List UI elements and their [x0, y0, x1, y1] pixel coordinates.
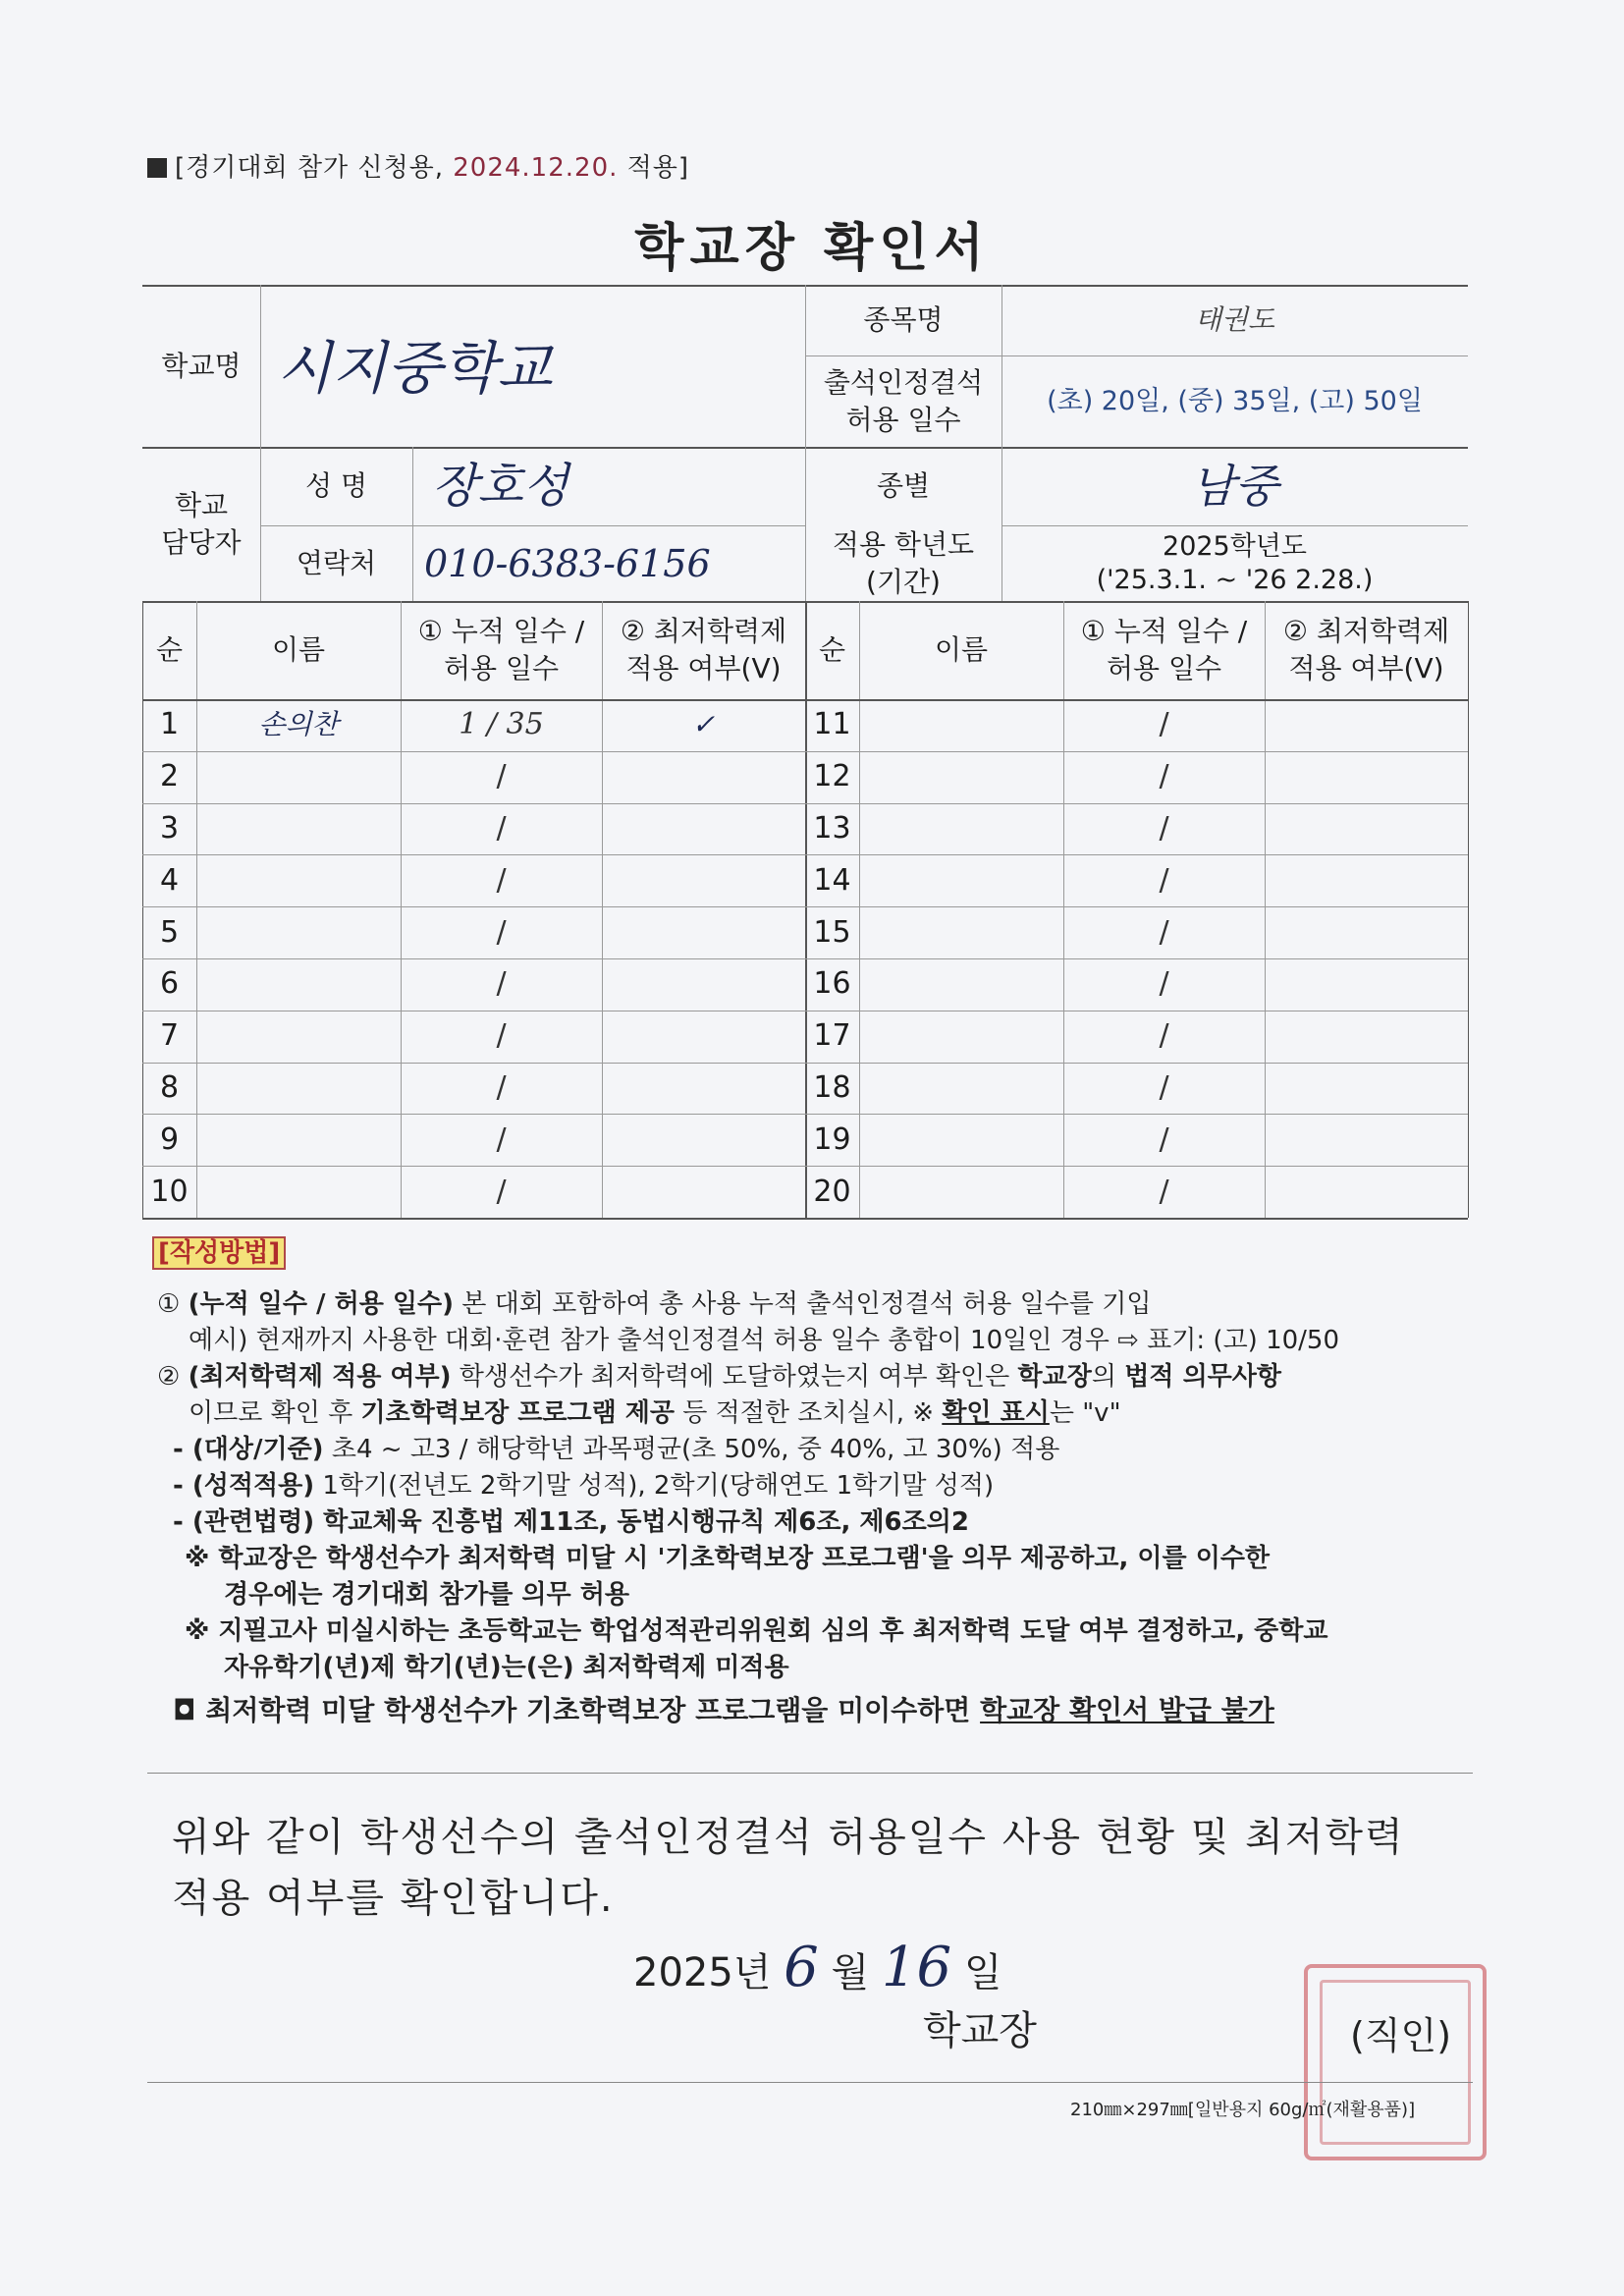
sign-date: 2025년 6 월 16 일 — [633, 1936, 1002, 1999]
note-target: - (대상/기준) 초4 ~ 고3 / 해당학년 과목평균(초 50%, 중 40%, 고 30%) 적용 — [173, 1435, 1060, 1464]
days-used-allowed: / — [496, 810, 507, 846]
row-number: 13 — [813, 810, 851, 846]
days-used-allowed: / — [1159, 810, 1169, 846]
note-1-example: 예시) 현재까지 사용한 대회·훈련 참가 출석인정결석 허용 일수 총합이 10일인 경우 ⇨ 표기: (고) 10/50 — [189, 1326, 1340, 1355]
min-academic-check — [602, 1063, 805, 1115]
min-academic-check — [1265, 854, 1468, 906]
min-academic-check — [602, 803, 805, 855]
confirmation-line-2: 적용 여부를 확인합니다. — [172, 1876, 615, 1921]
row-number: 12 — [813, 759, 851, 794]
student-name — [859, 803, 1063, 855]
row-number: 15 — [813, 914, 851, 950]
row-number: 19 — [813, 1121, 851, 1157]
contact-label: 연락처 — [296, 546, 377, 579]
table-col-line — [1468, 601, 1469, 1218]
student-name — [859, 1011, 1063, 1063]
days-used-allowed: / — [1159, 914, 1169, 950]
header-no-left: 순 — [155, 633, 184, 666]
header-rate-left-2: 적용 여부(V) — [625, 652, 782, 684]
student-name — [196, 906, 401, 958]
min-academic-check: ✓ — [691, 708, 716, 741]
student-name — [196, 958, 401, 1011]
header-days-right-1: ① 누적 일수 / — [1080, 615, 1248, 647]
year-value: 2025학년도 — [1163, 530, 1307, 562]
student-name: 손의찬 — [258, 708, 339, 741]
days-used-allowed: / — [1159, 1121, 1169, 1157]
sign-day: 16 — [881, 1936, 952, 1999]
header-no-right: 순 — [818, 633, 846, 666]
min-academic-check — [1265, 958, 1468, 1011]
days-used-allowed: / — [1159, 1174, 1169, 1209]
absence-label-2: 허용 일수 — [845, 403, 961, 436]
student-name — [859, 751, 1063, 803]
student-name — [859, 1114, 1063, 1166]
sport-label: 종목명 — [863, 303, 944, 336]
method-heading: [작성방법] — [152, 1235, 286, 1272]
min-academic-check — [602, 906, 805, 958]
header-days-left-1: ① 누적 일수 / — [417, 615, 585, 647]
note-grade: - (성적적용) 1학기(전년도 2학기말 성적), 2학기(당해연도 1학기말 성적) — [173, 1471, 995, 1501]
absence-label-1: 출석인정결석 — [823, 365, 984, 399]
student-name — [859, 1063, 1063, 1115]
days-used-allowed: / — [496, 1121, 507, 1157]
days-used-allowed: / — [496, 1069, 507, 1105]
min-academic-check — [1265, 906, 1468, 958]
student-name — [859, 854, 1063, 906]
year-period: ('25.3.1. ~ '26 2.28.) — [1096, 564, 1374, 595]
row-number: 5 — [159, 914, 180, 950]
note-2-cont: 이므로 확인 후 기초학력보장 프로그램 제공 등 적절한 조치실시, ※ 확인 표시는 "v" — [189, 1398, 1121, 1428]
student-name — [196, 1063, 401, 1115]
row-number: 14 — [813, 862, 851, 898]
days-used-allowed: / — [1159, 707, 1169, 742]
sign-month: 6 — [784, 1936, 819, 1999]
days-used-allowed: 1 / 35 — [459, 707, 544, 742]
effective-date: 2024.12.20. — [453, 153, 619, 183]
row-number: 10 — [150, 1174, 189, 1209]
header-name-right: 이름 — [934, 633, 989, 666]
min-academic-check — [602, 958, 805, 1011]
min-academic-check — [1265, 1063, 1468, 1115]
note-elementary-cont: 자유학기(년)제 학기(년)는(은) 최저학력제 미적용 — [224, 1653, 789, 1682]
name-label: 성 명 — [305, 469, 367, 502]
row-number: 18 — [813, 1069, 851, 1105]
header-days-left-2: 허용 일수 — [443, 652, 560, 684]
sport-value: 태권도 — [1194, 303, 1275, 336]
page-title: 학교장 확인서 — [634, 219, 990, 278]
min-academic-check — [602, 1011, 805, 1063]
header-days-right-2: 허용 일수 — [1106, 652, 1222, 684]
days-used-allowed: / — [496, 1174, 507, 1209]
days-used-allowed: / — [496, 759, 507, 794]
row-number: 20 — [813, 1174, 851, 1209]
method-notes — [157, 1286, 1473, 1728]
student-name — [196, 1114, 401, 1166]
paper-spec-footer: 210㎜×297㎜[일반용지 60g/㎡(재활용품)] — [1070, 2100, 1416, 2120]
year-label-2: (기간) — [866, 565, 941, 598]
header-rate-left-1: ② 최저학력제 — [620, 615, 787, 647]
days-used-allowed: / — [496, 966, 507, 1002]
row-number: 17 — [813, 1018, 851, 1054]
note-law: - (관련법령) 학교체육 진흥법 제11조, 동법시행규칙 제6조, 제6조의2 — [173, 1507, 969, 1537]
days-used-allowed: / — [496, 1018, 507, 1054]
issue-warning: ◘ 최저학력 미달 학생선수가 기초학력보장 프로그램을 미이수하면 학교장 확인서 발급 불가 — [173, 1694, 1274, 1726]
days-used-allowed: / — [1159, 759, 1169, 794]
min-academic-check — [602, 1114, 805, 1166]
row-number: 11 — [813, 707, 851, 742]
type-value: 남중 — [1191, 460, 1278, 513]
confirmation-line-1: 위와 같이 학생선수의 출석인정결석 허용일수 사용 현황 및 최저학력 — [172, 1815, 1405, 1860]
manager-label-1: 학교 — [174, 488, 229, 521]
row-number: 1 — [159, 707, 180, 742]
sign-year: 2025년 — [633, 1950, 772, 1995]
days-used-allowed: / — [1159, 862, 1169, 898]
min-academic-check — [1265, 1011, 1468, 1063]
min-academic-check — [602, 1166, 805, 1218]
min-academic-check — [1265, 1114, 1468, 1166]
student-name — [859, 906, 1063, 958]
note-principal-cont: 경우에는 경기대회 참가를 의무 허용 — [224, 1580, 629, 1610]
student-name — [859, 958, 1063, 1011]
note-principal: ※ 학교장은 학생선수가 최저학력 미달 시 '기초학력보장 프로그램'을 의무 제공하고, 이를 이수한 — [185, 1544, 1271, 1573]
student-name — [196, 1011, 401, 1063]
form-version-header: [경기대회 참가 신청용, 2024.12.20. 적용] — [147, 147, 689, 184]
student-name — [859, 1166, 1063, 1218]
note-elementary: ※ 지필고사 미실시하는 초등학교는 학업성적관리위원회 심의 후 최저학력 도달 여부 결정하고, 중학교 — [185, 1616, 1328, 1646]
student-name — [196, 1166, 401, 1218]
official-seal-stamp — [1304, 1964, 1487, 2160]
note-2: ② (최저학력제 적용 여부) 학생선수가 최저학력에 도달하였는지 여부 확인은 학교장의 법적 의무사항 — [157, 1362, 1282, 1392]
student-name — [859, 699, 1063, 751]
row-number: 9 — [159, 1121, 180, 1157]
note-1: ① (누적 일수 / 허용 일수) 본 대회 포함하여 총 사용 누적 출석인정결석 허용 일수를 기입 — [157, 1289, 1152, 1319]
student-name — [196, 751, 401, 803]
days-used-allowed: / — [1159, 966, 1169, 1002]
row-number: 16 — [813, 966, 851, 1002]
year-label-1: 적용 학년도 — [832, 527, 975, 561]
days-used-allowed: / — [1159, 1018, 1169, 1054]
header-rate-right-2: 적용 여부(V) — [1288, 652, 1444, 684]
square-bullet-icon — [147, 158, 167, 178]
min-academic-check — [1265, 1166, 1468, 1218]
type-label: 종별 — [876, 469, 931, 502]
min-academic-check — [602, 751, 805, 803]
manager-name-value: 장호성 — [432, 459, 569, 514]
school-value: 시지중학교 — [277, 335, 553, 402]
min-academic-check — [602, 854, 805, 906]
row-number: 7 — [159, 1018, 180, 1054]
contact-value: 010-6383-6156 — [424, 541, 711, 585]
principal-label: 학교장 — [923, 2008, 1037, 2053]
row-number: 6 — [159, 966, 180, 1002]
table-row-line — [142, 1218, 1468, 1220]
days-used-allowed: / — [1159, 1069, 1169, 1105]
absence-allowance-value: (초) 20일, (중) 35일, (고) 50일 — [1047, 385, 1423, 416]
days-used-allowed: / — [496, 862, 507, 898]
row-number: 3 — [159, 810, 180, 846]
row-number: 4 — [159, 862, 180, 898]
student-name — [196, 854, 401, 906]
min-academic-check — [1265, 803, 1468, 855]
school-label: 학교명 — [161, 349, 242, 382]
min-academic-check — [1265, 751, 1468, 803]
row-number: 8 — [159, 1069, 180, 1105]
manager-label-2: 담당자 — [161, 525, 242, 559]
confirmation-text — [172, 1807, 1405, 1929]
min-academic-check — [1265, 699, 1468, 751]
days-used-allowed: / — [496, 914, 507, 950]
seal-label: (직인) — [1350, 2014, 1452, 2057]
header-rate-right-1: ② 최저학력제 — [1282, 615, 1450, 647]
row-number: 2 — [159, 759, 180, 794]
header-name-left: 이름 — [271, 633, 326, 666]
student-name — [196, 803, 401, 855]
